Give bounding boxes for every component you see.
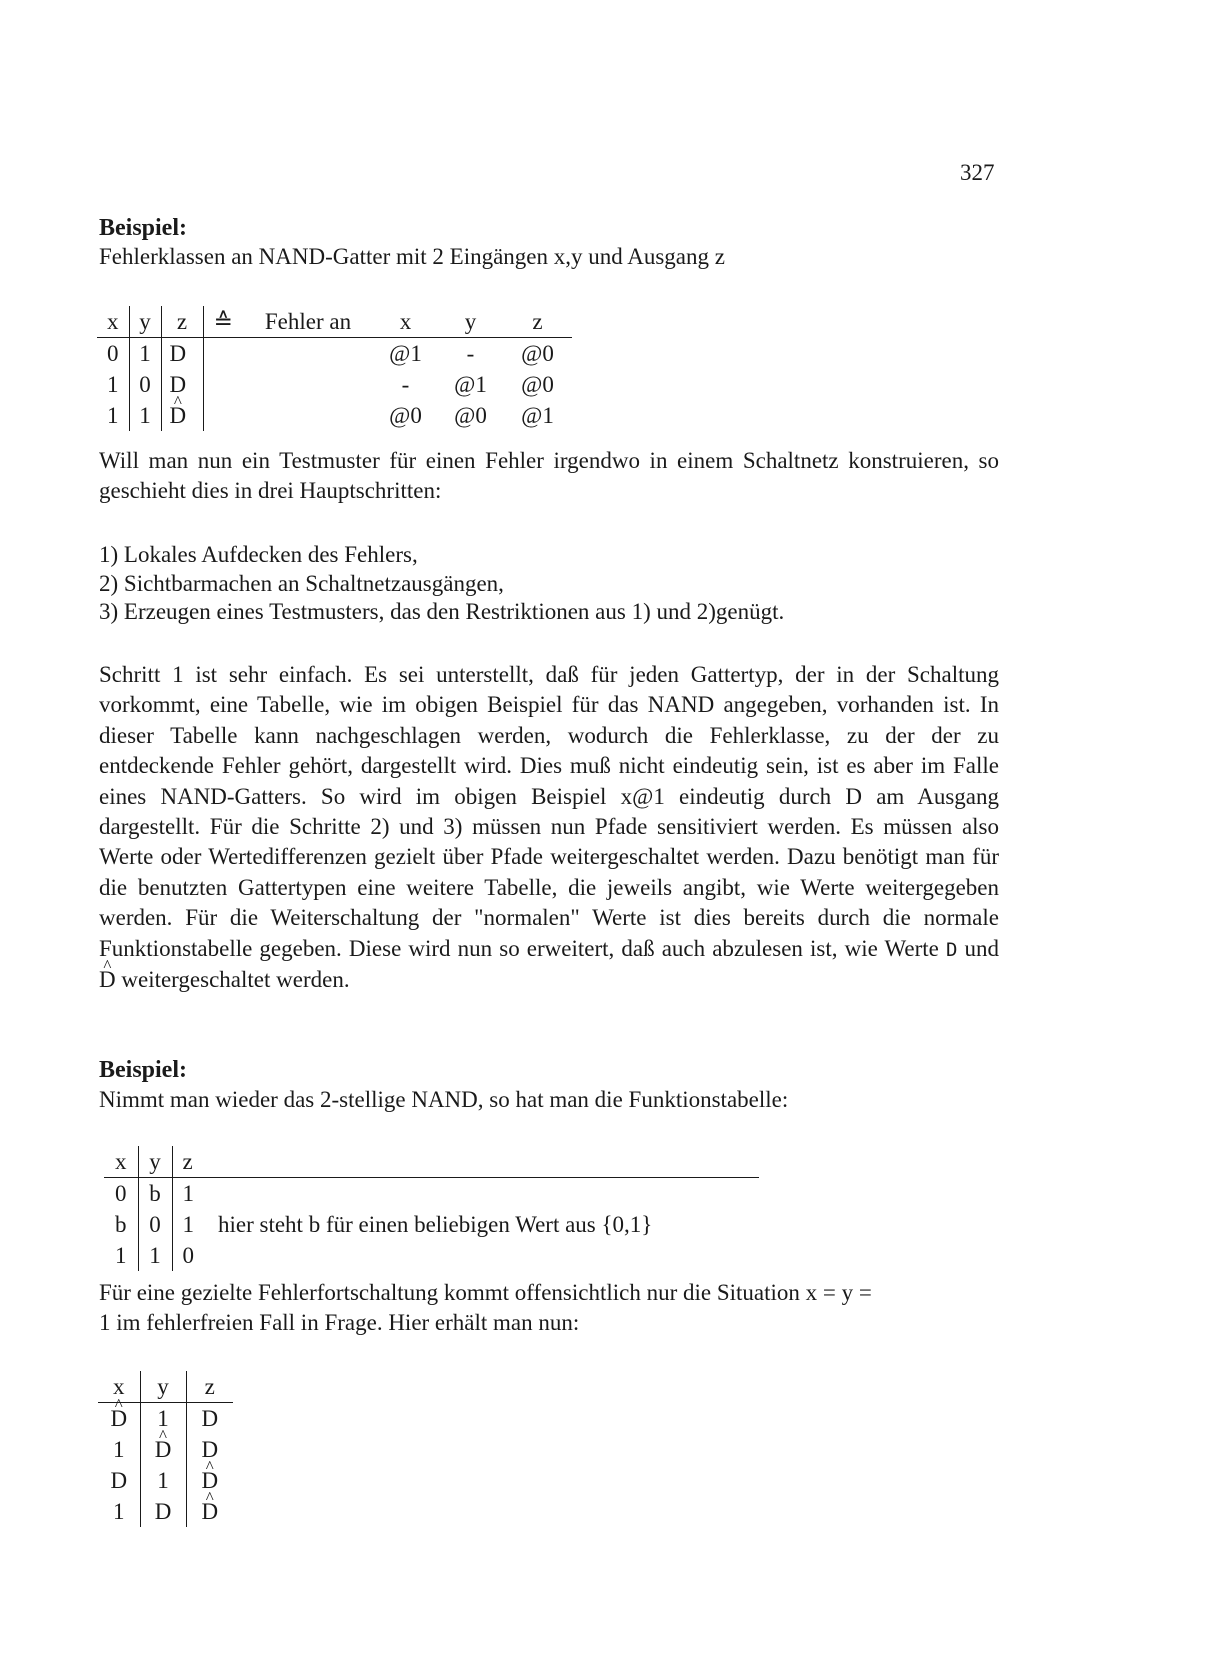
header-cell: z	[161, 306, 203, 338]
paragraph-propagation-line1: Für eine gezielte Fehlerfortschaltung kommt offensichtlich nur die Situation x = y =	[99, 1280, 872, 1305]
table-cell: 1	[140, 1403, 186, 1435]
table-value: 1	[182, 1212, 194, 1237]
table-cell: D	[186, 1403, 233, 1435]
table-cell	[203, 369, 243, 400]
paragraph-text: weitergeschaltet werden.	[121, 967, 350, 993]
d-hat-symbol: ^ D	[170, 400, 187, 431]
header-cell: y	[438, 306, 503, 338]
header-cell: x	[104, 1146, 138, 1178]
table-cell	[203, 338, 243, 370]
table-cell: 1	[107, 403, 119, 428]
table-cell	[161, 400, 203, 431]
table-cell: 0	[115, 1181, 127, 1206]
table-cell: 1	[113, 1499, 125, 1524]
paragraph-text: und	[964, 935, 999, 961]
table-cell: @1	[454, 372, 487, 397]
steps-list	[99, 541, 784, 627]
page-number: 327	[960, 160, 995, 185]
header-cell: z	[503, 306, 572, 338]
table-cell	[140, 1434, 186, 1465]
table-note: hier steht b für einen beliebigen Wert aus {0,1}	[218, 1212, 653, 1237]
example2-heading: Beispiel:	[99, 1057, 187, 1083]
table-row	[98, 1496, 233, 1527]
paragraph-text: Schritt 1 ist sehr einfach. Es sei unterstellt, daß für jeden Gattertyp, der in der Schaltung vorkommt, eine Tabelle, wie im obigen Beispiel für das NAND angegeben, vorhanden ist. In dieser Tabelle kann nachgeschlagen werden, wodurch die Fehlerklasse, zu der der zu entdeckende Fehler gehört, dargestellt wird. Dies muß nicht eindeutig sein, ist es aber im Falle eines NAND-Gatters. So wird im obigen Beispiel x@1 eindeutig durch D am Ausgang dargestellt. Für die Schritte 2) und 3) müssen nun Pfade sensitiviert werden. Es müssen also Werte oder Wertedifferenzen gezielt über Pfade weitergeschaltet werden. Dazu benötigt man für die benutzten Gattertypen eine weitere Tabelle, die jeweils angibt, wie Werte weitergegeben werden. Für die Weiterschaltung der "normalen" Werte ist dies bereits durch die normale Funktionstabelle gegeben. Diese wird nun so erweitert, daß auch abzulesen ist, wie Werte	[99, 662, 999, 961]
fault-propagation-table	[98, 1371, 233, 1527]
table-cell: D	[140, 1496, 186, 1527]
table-cell: -	[401, 372, 410, 397]
list-item: 2) Sichtbarmachen an Schaltnetzausgängen,	[99, 570, 504, 596]
d-hat-symbol: ^ D	[201, 1465, 218, 1496]
table-row	[97, 369, 572, 400]
table-cell: @0	[389, 403, 422, 428]
d-hat-symbol: ^ D	[110, 1403, 127, 1434]
table-cell: D	[186, 1434, 233, 1465]
example1-intro: Fehlerklassen an NAND-Gatter mit 2 Eingängen x,y und Ausgang z	[99, 244, 725, 269]
table-cell: @0	[521, 341, 554, 366]
table-cell: D	[110, 1468, 128, 1493]
table-cell: 1	[140, 1465, 186, 1496]
table-cell: 1	[107, 372, 119, 397]
header-cell: z	[186, 1371, 233, 1403]
table-cell: @0	[521, 372, 554, 397]
table-cell	[98, 1403, 140, 1435]
table-cell	[172, 1209, 759, 1240]
table-row	[104, 1178, 759, 1210]
example2-intro: Nimmt man wieder das 2-stellige NAND, so hat man die Funktionstabelle:	[99, 1087, 789, 1112]
table-cell	[243, 369, 373, 400]
header-cell: x	[373, 306, 438, 338]
list-item: 3) Erzeugen eines Testmusters, das den Restriktionen aus 1) und 2)genügt.	[99, 599, 785, 624]
list-item: 1) Lokales Aufdecken des Fehlers,	[99, 542, 418, 567]
table-row	[97, 400, 572, 431]
header-cell: Fehler an	[243, 306, 373, 338]
d-hat-symbol: ^ D	[155, 1434, 172, 1465]
header-cell: x	[98, 1371, 140, 1403]
nand-function-table	[104, 1146, 759, 1271]
table-cell: D	[161, 369, 203, 400]
example1-heading: Beispiel:	[99, 215, 187, 241]
header-cell: x	[97, 306, 129, 338]
table-cell: 1	[129, 400, 161, 431]
d-hat-symbol: ^ D	[99, 965, 116, 995]
paragraph-intro-steps: Will man nun ein Testmuster für einen Fehler irgendwo in einem Schaltnetz konstruieren, so geschieht dies in drei Hauptschritten:	[99, 448, 999, 504]
fault-class-table	[97, 306, 572, 431]
table-cell: 1	[115, 1243, 127, 1268]
paragraph-propagation-line2: 1 im fehlerfreien Fall in Frage. Hier erhält man nun:	[99, 1310, 580, 1335]
table-cell	[186, 1496, 233, 1527]
table-cell	[243, 400, 373, 431]
header-cell: y	[129, 306, 161, 338]
header-cell: y	[138, 1146, 172, 1178]
header-cell: z	[172, 1146, 759, 1178]
table-cell: 0	[172, 1240, 759, 1271]
table-header-row	[97, 306, 572, 338]
table-cell: D	[161, 338, 203, 370]
table-row	[104, 1209, 759, 1240]
table-cell: @1	[521, 403, 554, 428]
table-cell: 0	[107, 341, 119, 366]
table-row	[97, 338, 572, 370]
table-cell: 1	[172, 1178, 759, 1210]
table-cell: 1	[129, 338, 161, 370]
table-cell: 1	[138, 1240, 172, 1271]
table-cell: b	[115, 1212, 127, 1237]
table-cell: -	[466, 341, 475, 366]
table-cell: @0	[454, 403, 487, 428]
table-row	[104, 1240, 759, 1271]
header-cell: y	[140, 1371, 186, 1403]
table-cell: @1	[389, 341, 422, 366]
table-header-row	[104, 1146, 759, 1178]
code-d: D	[945, 938, 958, 961]
paragraph-step-explanation	[99, 660, 999, 995]
table-cell: b	[138, 1178, 172, 1210]
table-cell: 0	[129, 369, 161, 400]
table-cell: 1	[113, 1437, 125, 1462]
header-cell: ≙	[203, 306, 243, 338]
d-hat-symbol: ^ D	[201, 1496, 218, 1527]
table-cell: 0	[138, 1209, 172, 1240]
table-cell	[203, 400, 243, 431]
table-cell	[243, 338, 373, 370]
